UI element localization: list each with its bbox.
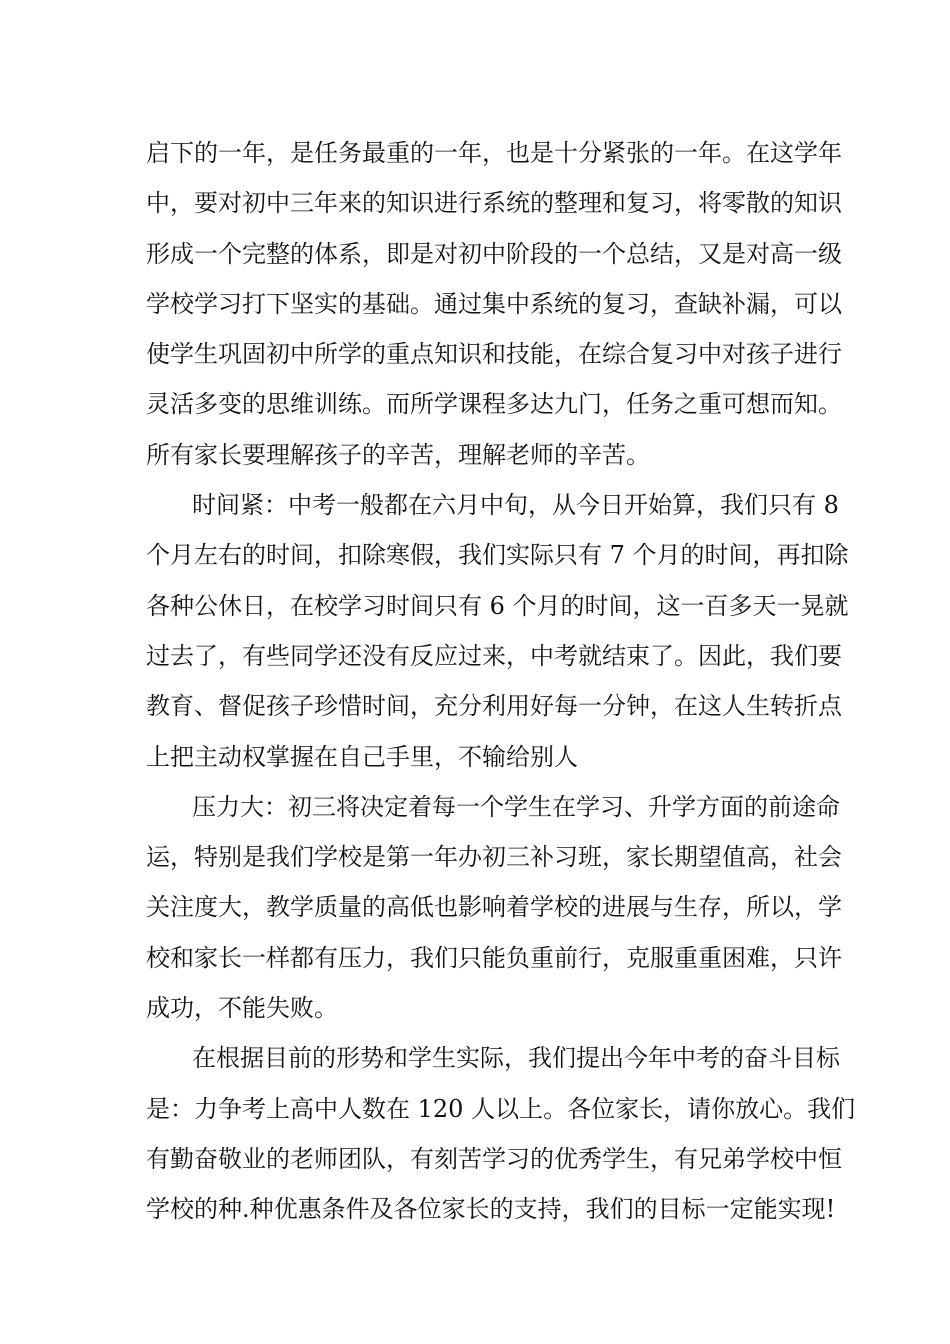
text-line: 过去了，有些同学还没有反应过来，中考就结束了。因此，我们要 (146, 641, 842, 670)
text-line: 成功，不能失败。 (146, 994, 338, 1023)
text-line: 所有家长要理解孩子的辛苦，理解老师的辛苦。 (146, 440, 650, 469)
text-line: 各种公休日，在校学习时间只有 6 个月的时间，这一百多天一晃就 (146, 591, 849, 620)
text-line: 灵活多变的思维训练。而所学课程多达九门，任务之重可想而知。 (146, 390, 842, 419)
text-line: 学校学习打下坚实的基础。通过集中系统的复习，查缺补漏，可以 (146, 289, 842, 318)
text-line: 个月左右的时间，扣除寒假，我们实际只有 7 个月的时间，再扣除 (146, 541, 849, 570)
text-line: 在根据目前的形势和学生实际，我们提出今年中考的奋斗目标 (192, 1044, 840, 1073)
text-line: 使学生巩固初中所学的重点知识和技能，在综合复习中对孩子进行 (146, 340, 842, 369)
text-line: 上把主动权掌握在自己手里，不输给别人 (146, 742, 578, 771)
text-line: 中，要对初中三年来的知识进行系统的整理和复习，将零散的知识 (146, 189, 842, 218)
text-line: 校和家长一样都有压力，我们只能负重前行，克服重重困难，只许 (146, 943, 842, 972)
paragraph-goal (146, 1033, 856, 1234)
text-line: 启下的一年，是任务最重的一年，也是十分紧张的一年。在这学年 (146, 139, 842, 167)
text-line: 压力大：初三将决定着每一个学生在学习、升学方面的前途命 (192, 792, 840, 821)
text-line: 时间紧：中考一般都在六月中旬，从今日开始算，我们只有 8 (192, 491, 839, 520)
paragraph-time-pressure (146, 480, 849, 782)
text-line: 关注度大，教学质量的高低也影响着学校的进展与生存，所以，学 (146, 893, 842, 922)
text-line: 学校的种.种优惠条件及各位家长的支持，我们的目标一定能实现! (146, 1195, 836, 1224)
document-body (146, 128, 856, 1235)
text-line: 教育、督促孩子珍惜时间，充分利用好每一分钟，在这人生转折点 (146, 692, 842, 721)
text-line: 形成一个完整的体系，即是对初中阶段的一个总结，又是对高一级 (146, 239, 842, 268)
text-line: 运，特别是我们学校是第一年办初三补习班，家长期望值高，社会 (146, 843, 842, 872)
paragraph-stress (146, 782, 842, 1033)
paragraph-intro (146, 128, 842, 480)
text-line: 是：力争考上高中人数在 120 人以上。各位家长，请你放心。我们 (146, 1094, 856, 1123)
text-line: 有勤奋敬业的老师团队，有刻苦学习的优秀学生，有兄弟学校中恒 (146, 1144, 842, 1173)
